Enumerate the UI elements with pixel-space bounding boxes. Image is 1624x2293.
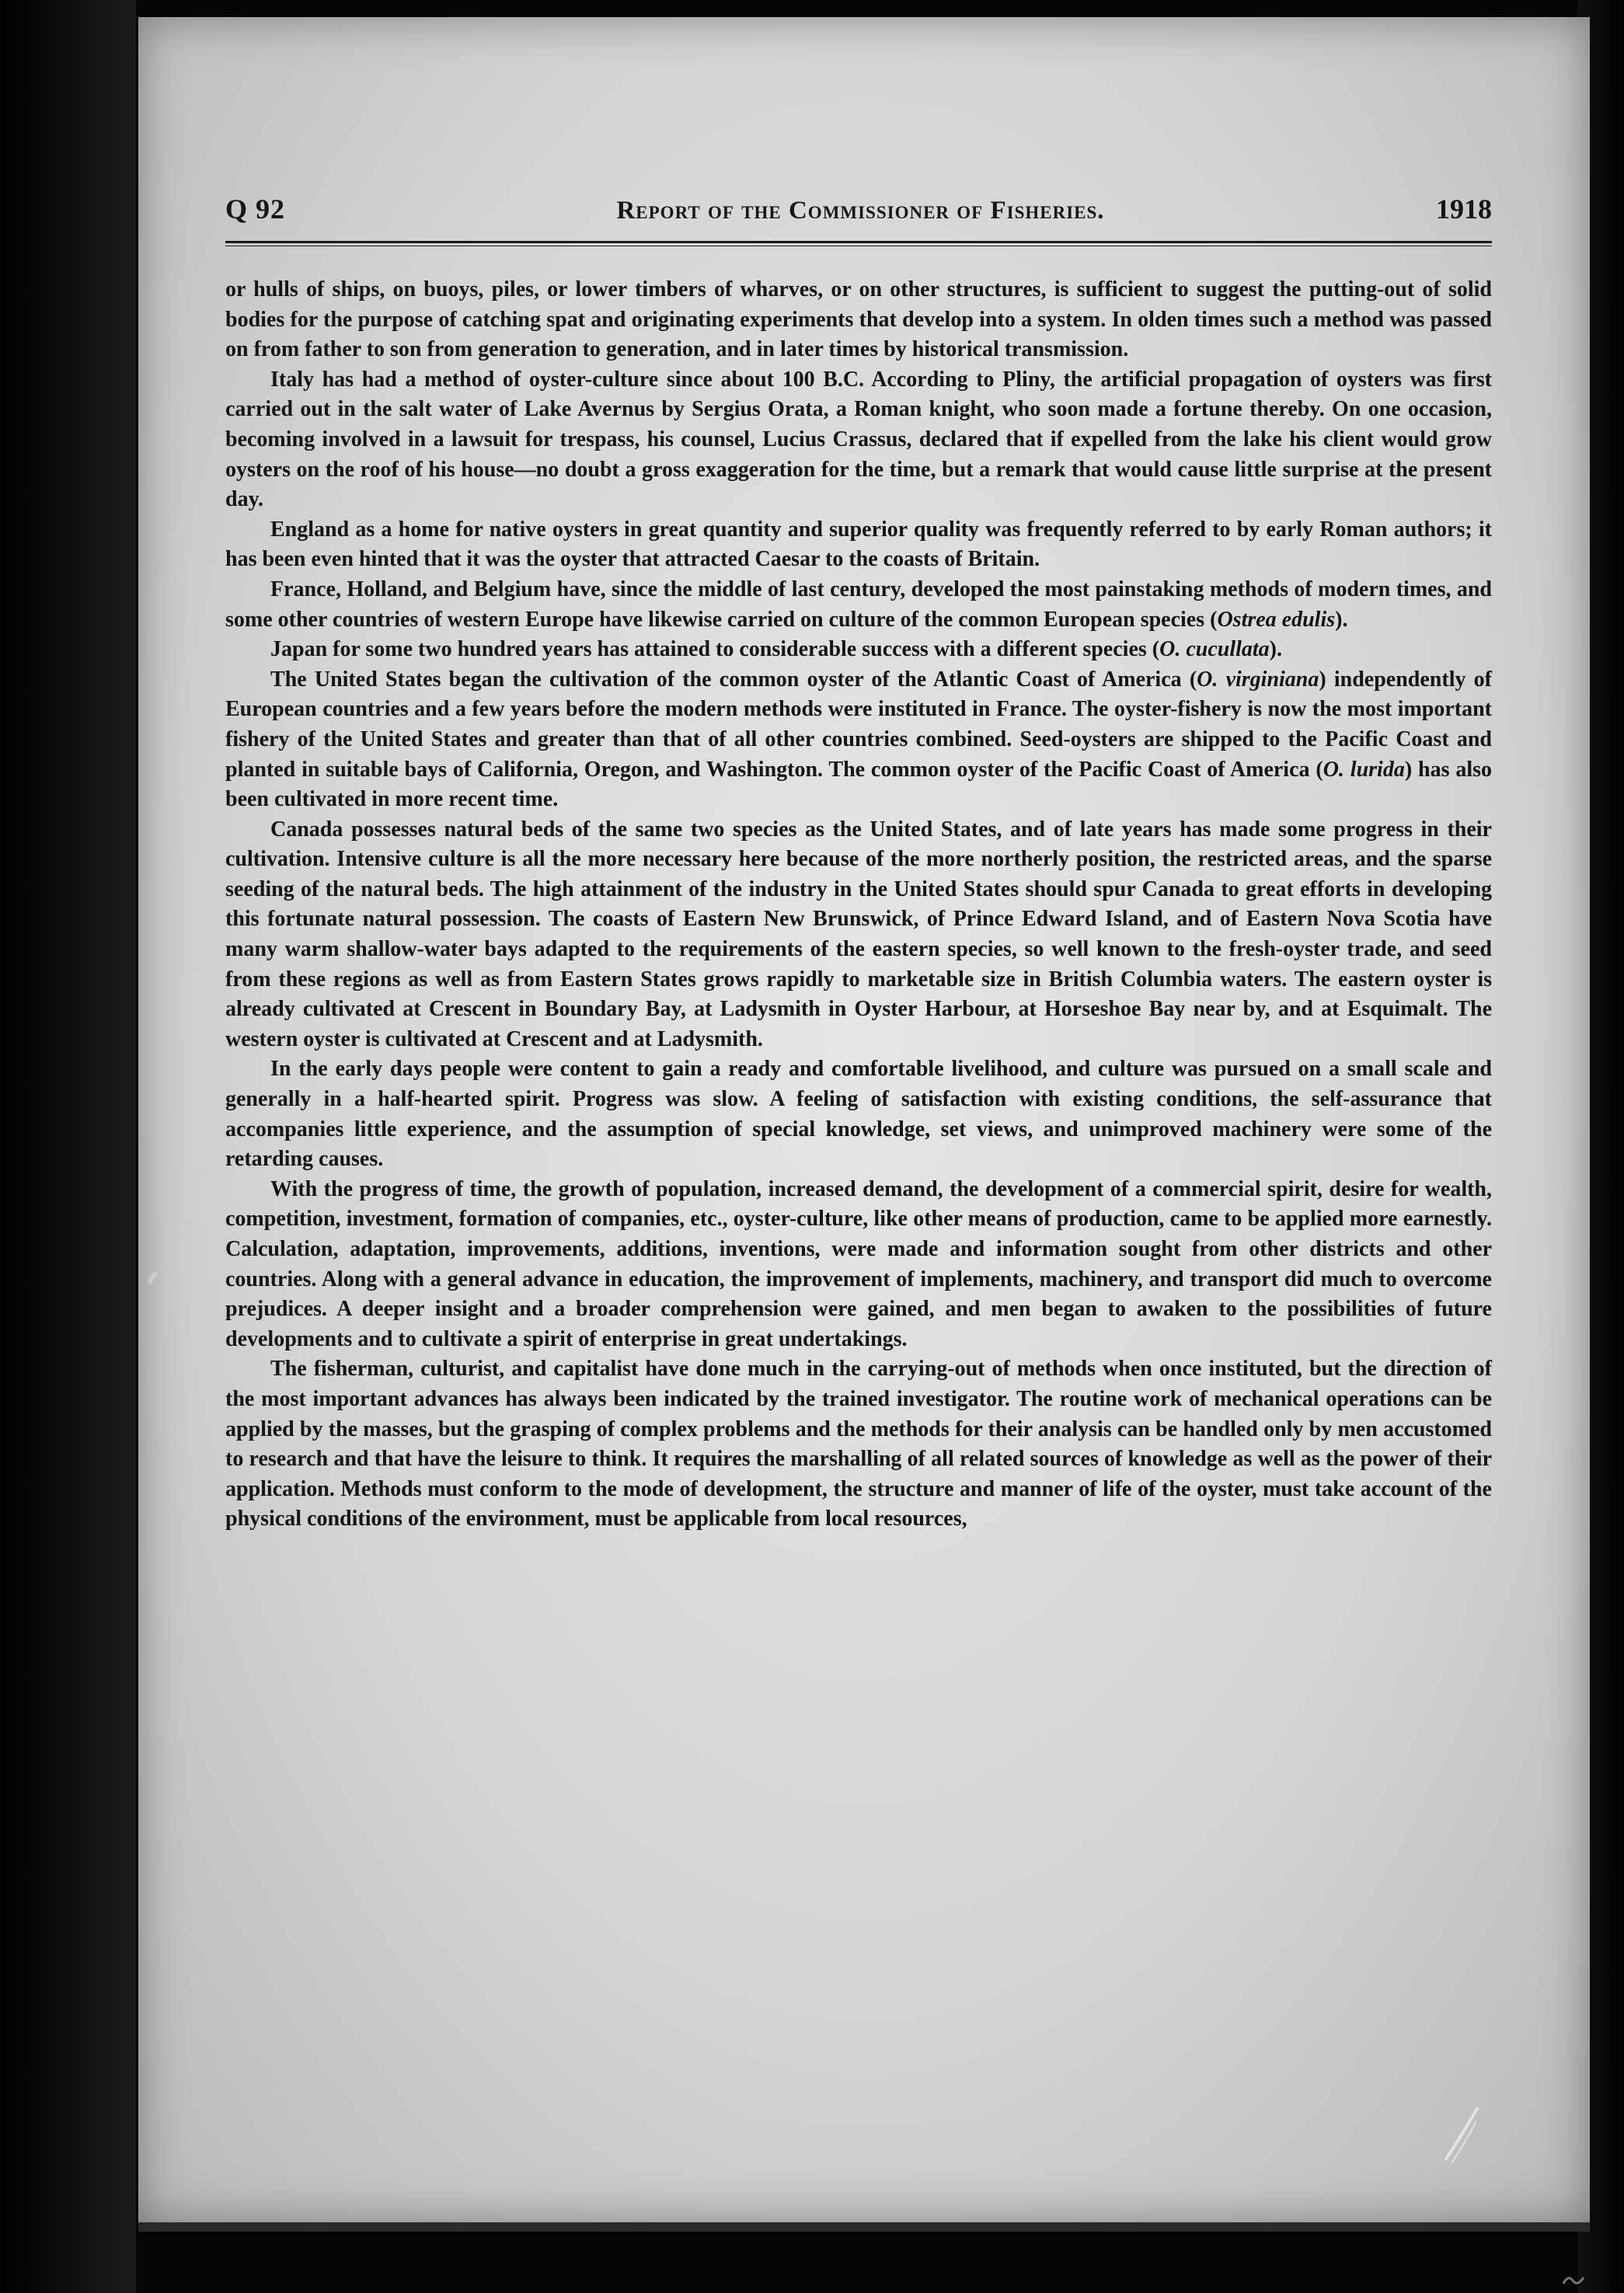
paragraph-text: Italy has had a method of oyster-culture since about 100 B.C. According to Pliny, the artificial propagation of oysters was first carried out in the salt water of Lake Avernus by Sergius Orata, a Roman knight, who soon made a fortune thereby. On one occasion, becoming involved in a lawsuit for trespass, his counsel, Lucius Crassus, declared that if expelled from the lake his client would grow oysters on the roof of his house—no doubt a gross exaggeration for the time, but a remark that would cause little surprise at the present day.	[225, 367, 1492, 512]
body-paragraph	[225, 575, 1492, 635]
paragraph-text: or hulls of ships, on buoys, piles, or lower timbers of wharves, or on other structures, is sufficient to suggest the putting-out of solid bodies for the purpose of catching spat and originating experiments that develop into a system. In olden times such a method was passed on from father to son from generation to generation, and in later times by historical transmission.	[225, 277, 1492, 362]
page-bottom-edge	[138, 2222, 1590, 2232]
microfilm-left-border	[0, 0, 136, 2293]
paragraph-text: England as a home for native oysters in great quantity and superior quality was frequently referred to by early Roman authors; it has been even hinted that it was the oyster that attracted Caesar to the coasts of Britain.	[225, 517, 1492, 572]
body-text	[225, 275, 1492, 1535]
species-name: O. lurida	[1323, 757, 1405, 782]
species-name: O. virginiana	[1197, 667, 1319, 692]
paragraph-text: In the early days people were content to gain a ready and comfortable livelihood, and culture was pursued on a small scale and generally in a half-hearted spirit. Progress was slow. A feeling of satisfaction with existing conditions, the self-assurance that accompanies little experience, and the assumption of special knowledge, set views, and unimproved machinery were some of the retarding causes.	[225, 1057, 1492, 1172]
body-paragraph	[225, 815, 1492, 1055]
paragraph-text: Canada possesses natural beds of the same two species as the United States, and of late years has made some progress in their cultivation. Intensive culture is all the more necessary here because of the more northerly position, the restricted areas, and the sparse seeding of the natural beds. The high attainment of the industry in the United States should spur Canada to great efforts in developing this fortunate natural possession. The coasts of Eastern New Brunswick, of Prince Edward Island, and of Eastern Nova Scotia have many warm shallow-water bays adapted to the requirements of the eastern species, so well known to the fresh-oyster trade, and seed from these regions as well as from Eastern States grows rapidly to marketable size in British Columbia waters. The eastern oyster is already cultivated at Crescent in Boundary Bay, at Ladysmith in Oyster Harbour, at Horseshoe Bay near by, and at Esquimalt. The western oyster is cultivated at Crescent and at Ladysmith.	[225, 817, 1492, 1051]
paragraph-text: ) has also been cultivated in more recent time.	[225, 757, 1493, 812]
body-paragraph	[225, 665, 1492, 815]
running-head	[225, 193, 1492, 232]
paragraph-text: The fisherman, culturist, and capitalist have done much in the carrying-out of methods when once instituted, but the direction of the most important advances has always been indicated by the trained investigator. The routine work of mechanical operations can be applied by the masses, but the grasping of complex problems and the methods for their analysis can be handled only by men accustomed to research and that have the leisure to think. It requires the marshalling of all related sources of knowledge as well as the power of their application. Methods must conform to the mode of development, the structure and manner of life of the oyster, must take account of the physical conditions of the environment, must be applicable from local resources,	[225, 1357, 1492, 1532]
body-paragraph	[225, 275, 1492, 365]
paragraph-text: France, Holland, and Belgium have, since the middle of last century, developed the most painstaking methods of modern times, and some other countries of western Europe have likewise carried on culture of the common European species (	[225, 577, 1492, 632]
species-name: O. cucullata	[1159, 637, 1270, 662]
film-corner-mark	[1562, 2273, 1585, 2288]
header-rule	[225, 241, 1492, 246]
body-paragraph	[225, 365, 1492, 515]
paragraph-text: Japan for some two hundred years has attained to considerable success with a different species (	[270, 637, 1160, 662]
margin-speck-mark	[145, 1267, 163, 1288]
paragraph-text: ).	[1335, 607, 1348, 632]
paragraph-text: ) independently of European countries and a few years before the modern methods were instituted in France. The oyster-fishery is now the most important fishery of the United States and greater than that of all other countries combined. Seed-oysters are shipped to the Pacific Coast and planted in suitable bays of California, Oregon, and Washington. The common oyster of the Pacific Coast of America (	[225, 667, 1493, 782]
page-number: Q 92	[225, 193, 286, 225]
body-paragraph	[225, 1054, 1492, 1174]
running-title: Report of the Commissioner of Fisheries.	[616, 197, 1105, 225]
body-paragraph	[225, 515, 1492, 575]
paragraph-text: The United States began the cultivation of the common oyster of the Atlantic Coast of America (	[270, 667, 1197, 692]
body-paragraph	[225, 1354, 1492, 1535]
species-name: Ostrea edulis	[1217, 607, 1336, 632]
paragraph-text: ).	[1269, 637, 1282, 662]
body-paragraph	[225, 635, 1492, 665]
body-paragraph	[225, 1175, 1492, 1355]
paragraph-text: With the progress of time, the growth of population, increased demand, the development of a commercial spirit, desire for wealth, competition, investment, formation of companies, etc., oyster-culture, like other means of production, came to be applied more earnestly. Calculation, adaptation, improvements, additions, inventions, were made and information sought from other districts and other countries. Along with a general advance in education, the improvement of implements, machinery, and transport did much to overcome prejudices. A deeper insight and a broader comprehension were gained, and men began to awaken to the possibilities of future developments and to cultivate a spirit of enterprise in great undertakings.	[225, 1176, 1492, 1351]
report-year: 1918	[1436, 193, 1492, 225]
